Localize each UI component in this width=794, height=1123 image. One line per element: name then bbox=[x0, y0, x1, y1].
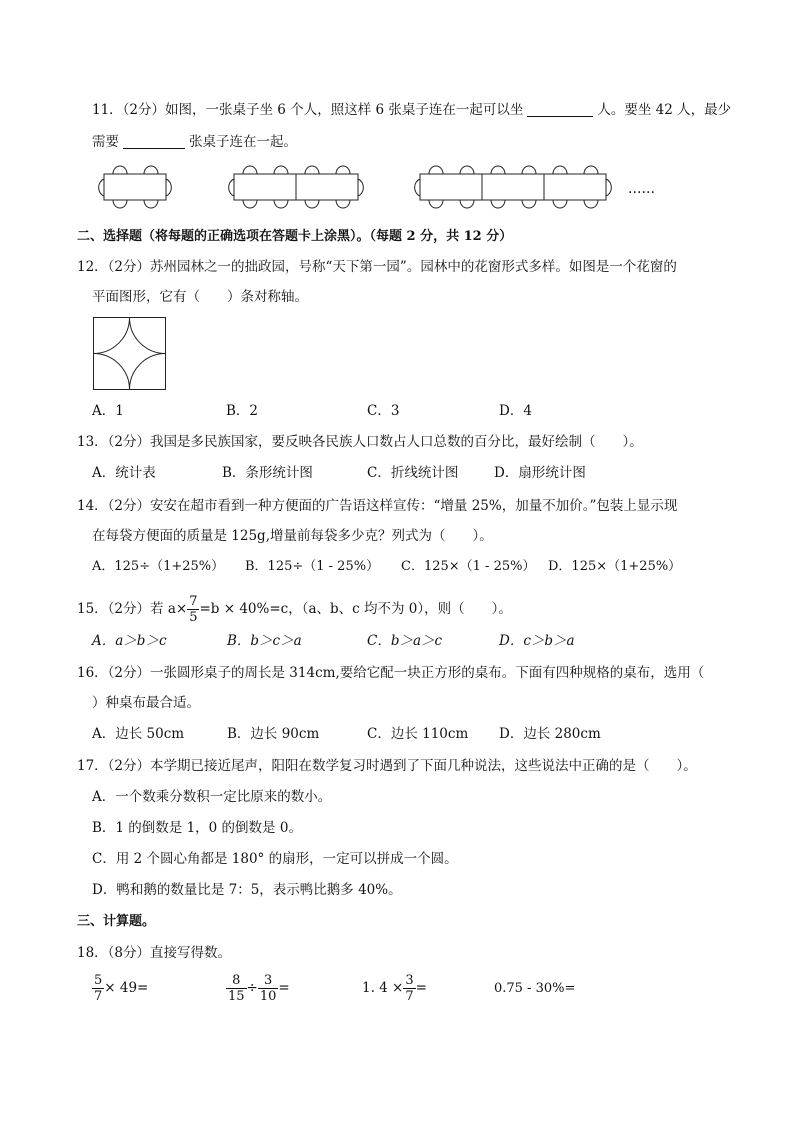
q12-line2: 平面图形，它有（ ）条对称轴。 bbox=[92, 289, 308, 305]
q13-option-d[interactable]: D．扇形统计图 bbox=[494, 465, 586, 481]
q15-line1 bbox=[77, 592, 512, 626]
q13-option-a[interactable]: A．统计表 bbox=[92, 465, 156, 481]
q14-line1: 14．（2分）安安在超市看到一种方便面的广告语这样宣传：“增量 25%，加量不加价。”包装上显示现 bbox=[77, 498, 678, 514]
q18-e2-num2: 3 bbox=[258, 973, 279, 989]
q18-e3-pre: 1. 4 × bbox=[362, 980, 404, 996]
q15-option-a[interactable]: A．a＞b＞c bbox=[92, 633, 167, 649]
q15-option-d[interactable]: D．c＞b＞a bbox=[499, 633, 575, 649]
q16-option-a[interactable]: A．边长 50cm bbox=[92, 726, 185, 742]
q18-e2-fraction-2 bbox=[258, 973, 279, 1004]
q16-option-b[interactable]: B．边长 90cm bbox=[227, 726, 320, 742]
q11-ellipsis: …… bbox=[628, 181, 655, 197]
q14-line2: 在每袋方便面的质量是 125g,增量前每袋多少克？列式为（ ）。 bbox=[92, 528, 493, 544]
q11-line2 bbox=[92, 133, 297, 151]
q14-option-d[interactable]: D．125×（1+25%） bbox=[548, 559, 682, 574]
q12-option-c[interactable]: C．3 bbox=[367, 403, 400, 419]
q17-option-c[interactable]: C．用 2 个圆心角都是 180° 的扇形，一定可以拼成一个圆。 bbox=[92, 851, 458, 867]
q18-e2-op: ÷ bbox=[246, 980, 258, 996]
q15-times: × bbox=[175, 601, 188, 617]
q15-fraction-den: 5 bbox=[189, 610, 198, 625]
q15-rest: =b × 40%=c，（a、b、c 均不为 0），则（ ）。 bbox=[199, 601, 512, 617]
q13-option-c[interactable]: C．折线统计图 bbox=[367, 465, 459, 481]
q15-option-b[interactable]: B．b＞c＞a bbox=[227, 633, 302, 649]
q15-fraction bbox=[187, 594, 199, 625]
q17-option-b[interactable]: B．1 的倒数是 1，0 的倒数是 0。 bbox=[92, 820, 302, 836]
q18-e3-fraction bbox=[403, 973, 415, 1004]
q18-e2-rest: = bbox=[278, 980, 290, 996]
q11-line1-mid: 人。要坐 42 人，最少 bbox=[597, 102, 732, 118]
q18-expr-3 bbox=[362, 970, 427, 1006]
q14-option-a[interactable]: A．125÷（1+25%） bbox=[92, 559, 225, 574]
q11-line2-prefix: 需要 bbox=[92, 134, 119, 150]
q14-option-c[interactable]: C．125×（1 - 25%） bbox=[401, 559, 536, 574]
q18-e1-rest: × 49= bbox=[104, 980, 149, 996]
q18-e2-num: 8 bbox=[226, 973, 247, 989]
q16-option-c[interactable]: C．边长 110cm bbox=[367, 726, 469, 742]
q18-e3-den: 7 bbox=[405, 989, 414, 1004]
q13-option-b[interactable]: B．条形统计图 bbox=[222, 465, 313, 481]
q18-e2-den2: 10 bbox=[259, 989, 277, 1004]
q11-line1 bbox=[92, 101, 731, 119]
answer-blank-1[interactable] bbox=[527, 102, 593, 117]
q18-expr-4: 0.75 - 30%= bbox=[494, 981, 576, 996]
q17-option-a[interactable]: A．一个数乘分数积一定比原来的数小。 bbox=[92, 789, 332, 805]
q16-option-d[interactable]: D．边长 280cm bbox=[499, 726, 601, 742]
q11-line1-prefix: 11．（2分）如图，一张桌子坐 6 个人，照这样 6 张桌子连在一起可以坐 bbox=[92, 102, 524, 118]
section2-title: 二、选择题（将每题的正确选项在答题卡上涂黑）。（每题 2 分，共 12 分） bbox=[77, 229, 513, 244]
q18-e1-fraction bbox=[92, 973, 104, 1004]
q17-line1: 17．（2分）本学期已接近尾声，阳阳在数学复习时遇到了下面几种说法，这些说法中正确的是（ ）。 bbox=[77, 758, 697, 774]
flower-window-figure bbox=[92, 316, 172, 396]
q18-expr-2 bbox=[226, 970, 290, 1006]
q15-fraction-num: 7 bbox=[189, 594, 198, 609]
q12-option-b[interactable]: B．2 bbox=[226, 403, 259, 419]
q16-line2: ）种桌布最合适。 bbox=[92, 695, 200, 711]
table-group-3 bbox=[415, 166, 612, 208]
section3-title: 三、计算题。 bbox=[77, 914, 156, 929]
q15-prefix: 15．（2分）若 bbox=[77, 601, 164, 617]
q14-option-b[interactable]: B．125÷（1 - 25%） bbox=[245, 559, 380, 574]
q18-e3-rest: = bbox=[415, 980, 427, 996]
q18-expr-1 bbox=[92, 970, 148, 1006]
q18-e1-den: 7 bbox=[94, 989, 103, 1004]
q18-e1-num: 5 bbox=[94, 973, 103, 988]
q12-line1: 12．（2分）苏州园林之一的拙政园，号称“天下第一园”。园林中的花窗形式多样。如图是一个花窗的 bbox=[77, 259, 677, 275]
q12-option-d[interactable]: D．4 bbox=[499, 403, 532, 419]
q15-option-c[interactable]: C．b＞a＞c bbox=[367, 633, 443, 649]
q11-line2-suffix: 张桌子连在一起。 bbox=[189, 134, 297, 150]
q12-option-a[interactable]: A．1 bbox=[92, 403, 124, 419]
q15-var-a: a bbox=[167, 601, 176, 617]
q16-line1: 16．（2分）一张圆形桌子的周长是 314cm,要给它配一块正方形的桌布。下面有四种规格的桌布，选用（ bbox=[77, 665, 705, 681]
q18-e3-num: 3 bbox=[405, 973, 414, 988]
q13-line1: 13．（2分）我国是多民族国家，要反映各民族人口数占人口总数的百分比，最好绘制（ ）。 bbox=[77, 434, 643, 450]
q18-e2-fraction-1 bbox=[226, 973, 247, 1004]
table-group-2 bbox=[229, 166, 364, 208]
q18-line1: 18．（8分）直接写得数。 bbox=[77, 945, 232, 961]
answer-blank-2[interactable] bbox=[123, 134, 185, 149]
q18-e2-den: 15 bbox=[228, 989, 245, 1004]
q17-option-d[interactable]: D．鸭和鹅的数量比是 7：5，表示鸭比鹅多 40%。 bbox=[92, 882, 402, 898]
table-group-1 bbox=[99, 166, 172, 208]
